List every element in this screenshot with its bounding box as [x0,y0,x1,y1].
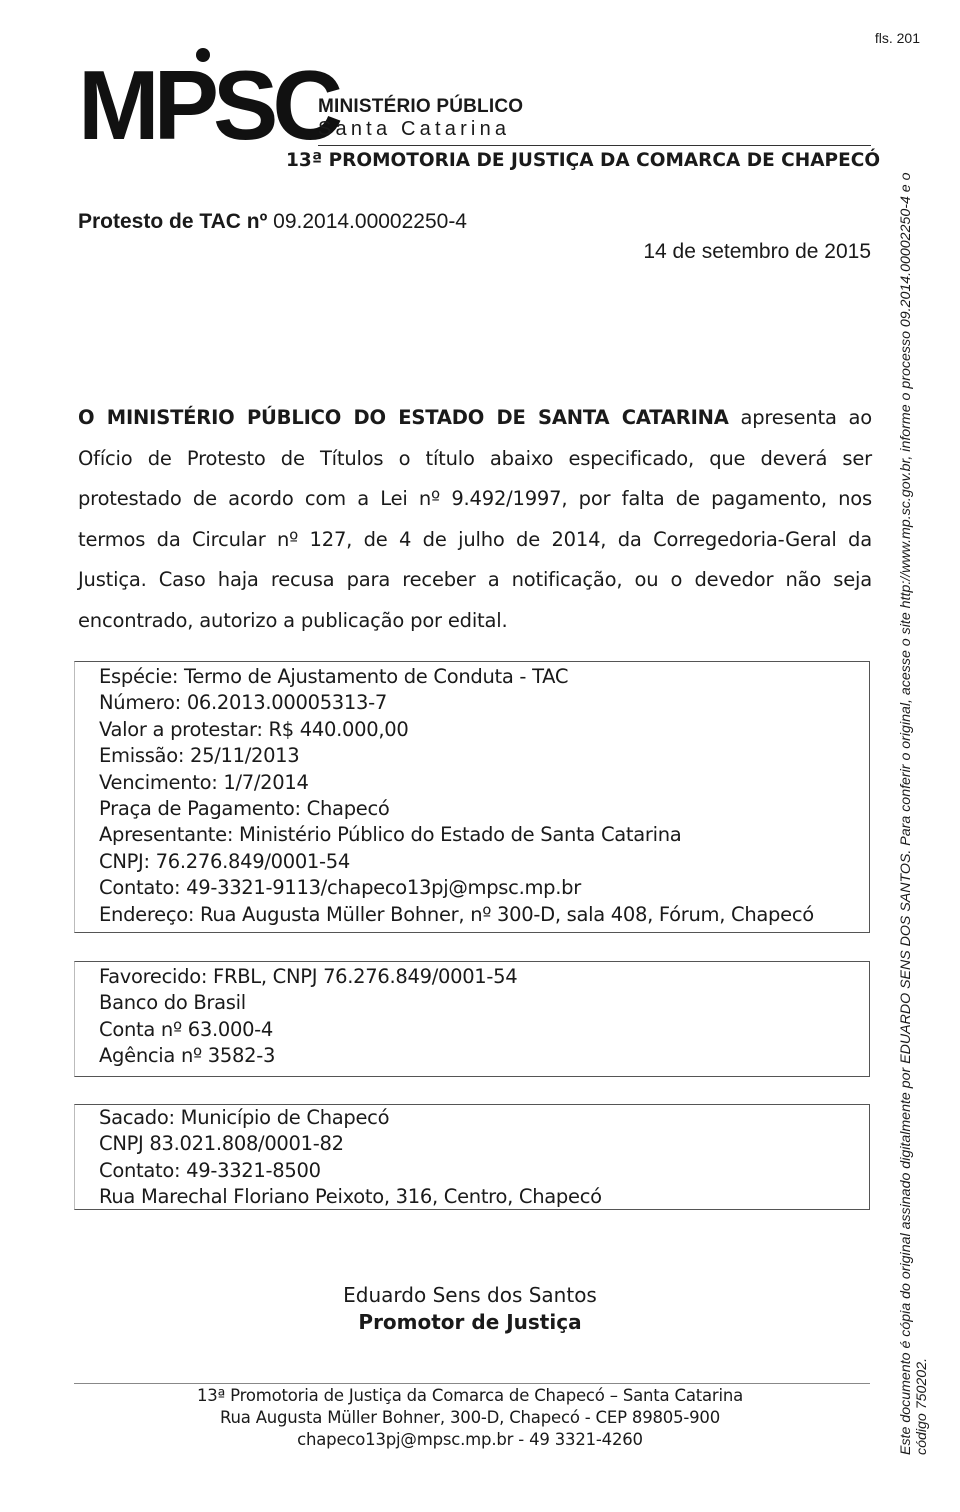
favorecido-bank: Banco do Brasil [99,991,246,1015]
stamp-line-2: código 750202. [914,1357,930,1455]
titulo-info-box [74,661,870,933]
favorecido-info-box [74,961,870,1077]
sacado-name: Sacado: Município de Chapecó [99,1106,390,1129]
sacado-address: Rua Marechal Floriano Peixoto, 316, Centro, Chapecó [99,1185,602,1209]
signatory-role: Promotor de Justiça [358,1310,582,1334]
logo-text-ministerio: MINISTÉRIO PÚBLICO [318,96,524,117]
stamp-line-1: Este documento é cópia do original assinado digitalmente por EDUARDO SENS DOS SANTOS. Para conferir o original, acesse o site http://www.mp.sc.gov.br, informe o processo 09.2014.00002250-4 e o [898,172,914,1455]
titulo-especie: Espécie: Termo de Ajustamento de Conduta - TAC [99,665,569,688]
favorecido-name: Favorecido: FRBL, CNPJ 76.276.849/0001-54 [99,965,518,988]
header-divider [318,145,871,146]
titulo-numero: Número: 06.2013.00005313-7 [99,691,387,715]
protesto-label: Protesto de TAC nº [78,210,268,233]
titulo-valor: Valor a protestar: R$ 440.000,00 [99,717,409,741]
protesto-heading [78,210,467,234]
promotoria-title: 13ª PROMOTORIA DE JUSTIÇA DA COMARCA DE CHAPECÓ [286,150,881,171]
document-date: 14 de setembro de 2015 [643,240,871,263]
page-number: fls. 201 [874,30,920,46]
body-text: apresenta ao Ofício de Protesto de Títulos o título abaixo especificado, que deverá ser protestado de acordo com a Lei nº 9.492/1997, por falta de pagamento, nos termos da Circular nº 127, de 4 de julho de 2014, da Corregedoria-Geral da Justiça. Caso haja recusa para receber a notificação, ou o devedor não seja encontrado, autorizo a publicação por edital. [78,406,872,632]
mpsc-logo [78,48,338,160]
institution-name: O MINISTÉRIO PÚBLICO DO ESTADO DE SANTA CATARINA [78,406,729,429]
titulo-apresentante: Apresentante: Ministério Público do Estado de Santa Catarina [99,823,682,847]
footer-contact: chapeco13pj@mpsc.mp.br - 49 3321-4260 [297,1430,643,1449]
signatory-name: Eduardo Sens dos Santos [343,1283,597,1307]
titulo-endereco: Endereço: Rua Augusta Müller Bohner, nº 300-D, sala 408, Fórum, Chapecó [99,902,814,926]
digital-signature-stamp [898,105,930,1455]
logo-text-santa-catarina: Santa Catarina [318,118,511,140]
sacado-info-box [74,1104,870,1210]
sacado-cnpj: CNPJ 83.021.808/0001-82 [99,1132,344,1156]
titulo-emissao: Emissão: 25/11/2013 [99,744,300,768]
footer-address: Rua Augusta Müller Bohner, 300-D, Chapecó - CEP 89805-900 [219,1408,721,1427]
body-paragraph [78,398,872,641]
sacado-contato: Contato: 49-3321-8500 [99,1158,321,1182]
favorecido-agency: Agência nº 3582-3 [99,1044,276,1068]
footer-office: 13ª Promotoria de Justiça da Comarca de Chapecó – Santa Catarina [196,1386,744,1405]
titulo-contato: Contato: 49-3321-9113/chapeco13pj@mpsc.mp.br [99,876,581,900]
logo-mark-text: MPSC [78,50,338,160]
favorecido-account: Conta nº 63.000-4 [99,1017,274,1041]
titulo-vencimento: Vencimento: 1/7/2014 [99,770,309,794]
titulo-praca: Praça de Pagamento: Chapecó [99,797,390,821]
titulo-cnpj: CNPJ: 76.276.849/0001-54 [99,849,350,873]
protesto-number: 09.2014.00002250-4 [273,210,467,233]
footer-divider [74,1383,870,1384]
